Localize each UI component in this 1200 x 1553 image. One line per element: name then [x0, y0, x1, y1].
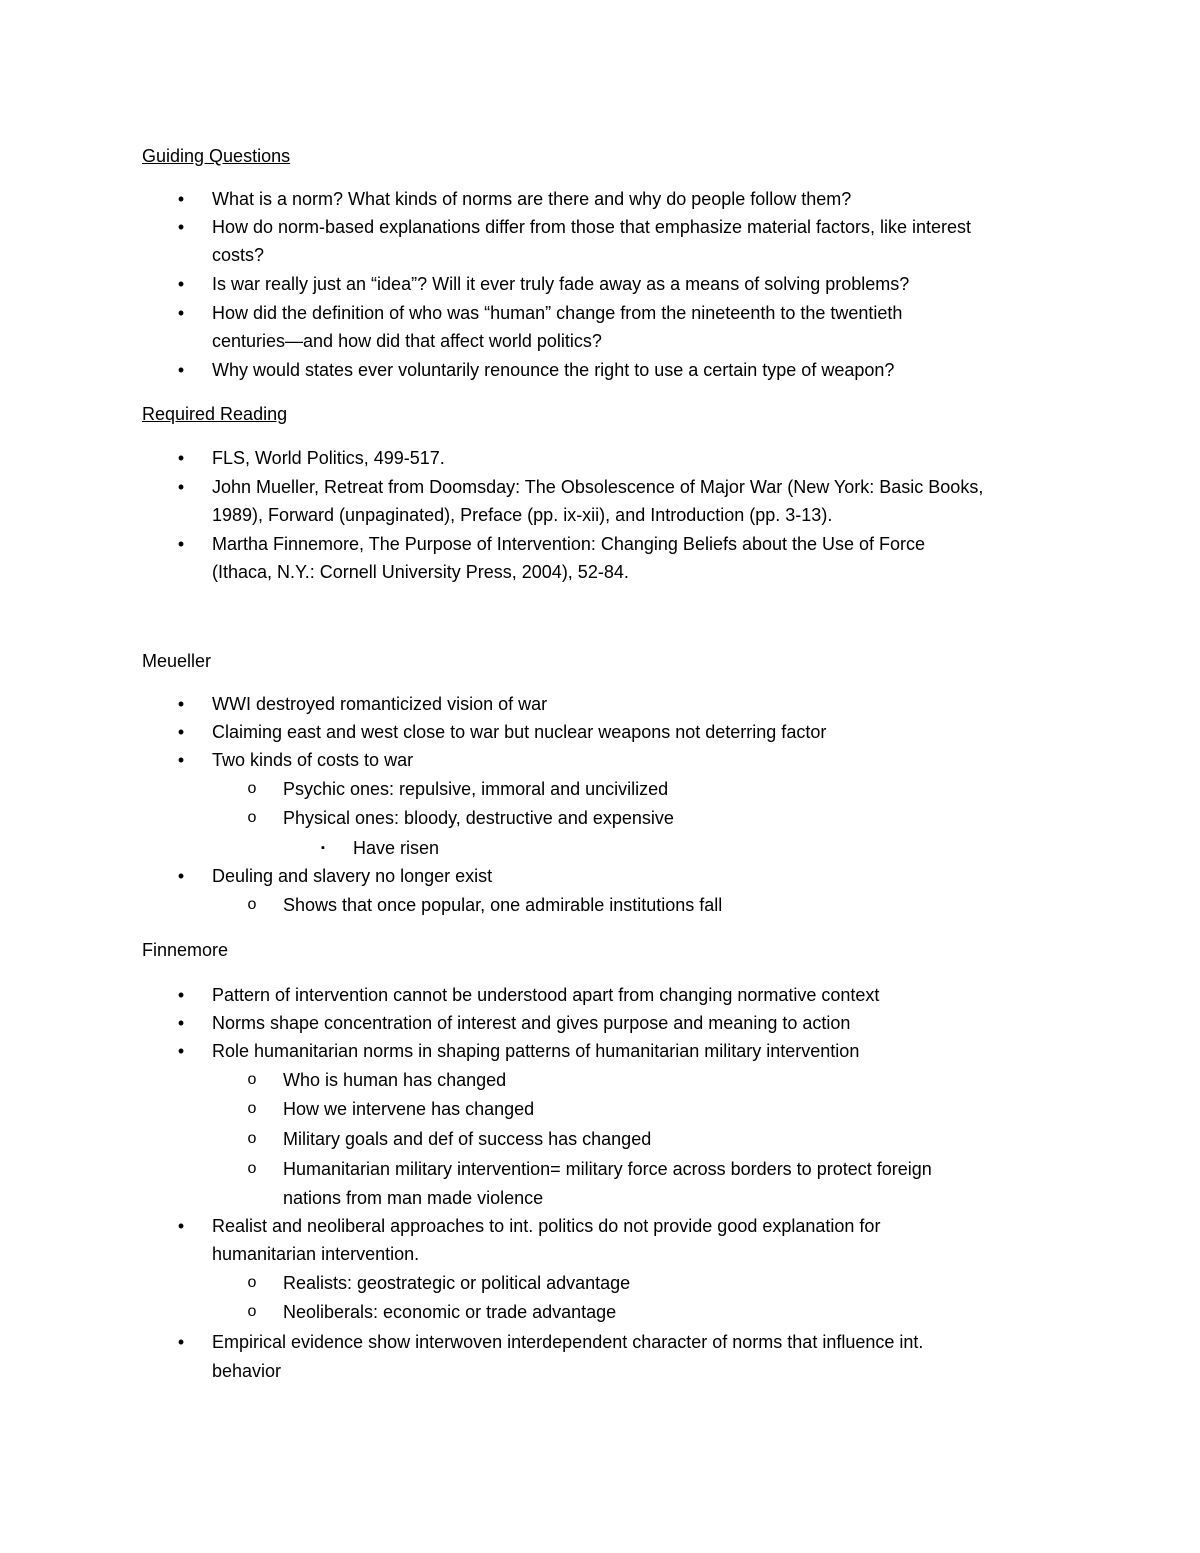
sub-bullet-icon: o — [247, 896, 257, 913]
sub-list-item: Military goals and def of success has changed — [283, 1129, 652, 1149]
sub-bullet-icon: o — [247, 1160, 257, 1177]
bullet-icon: • — [177, 1216, 185, 1236]
list-item: Is war really just an “idea”? Will it ever truly fade away as a means of solving problems? — [212, 274, 910, 294]
bullet-icon: • — [177, 866, 185, 886]
list-item-continuation: centuries—and how did that affect world politics? — [212, 331, 602, 351]
list-item: John Mueller, Retreat from Doomsday: The Obsolescence of Major War (New York: Basic Books, — [212, 477, 984, 497]
list-item: Two kinds of costs to war — [212, 750, 414, 770]
list-item: How do norm-based explanations differ from those that emphasize material factors, like interest — [212, 217, 972, 237]
list-item: How did the definition of who was “human” change from the nineteenth to the twentieth — [212, 303, 903, 323]
sub-bullet-icon: o — [247, 1071, 257, 1088]
sub-bullet-icon: o — [247, 1100, 257, 1117]
list-item: Role humanitarian norms in shaping patterns of humanitarian military intervention — [212, 1041, 860, 1061]
sub-bullet-icon: o — [247, 1303, 257, 1320]
list-item: What is a norm? What kinds of norms are there and why do people follow them? — [212, 189, 852, 209]
sub-bullet-icon: o — [247, 1274, 257, 1291]
sub-list-item: Realists: geostrategic or political advantage — [283, 1273, 631, 1293]
sub-bullet-icon: o — [247, 780, 257, 797]
list-item: FLS, World Politics, 499-517. — [212, 448, 445, 468]
bullet-icon: • — [177, 274, 185, 294]
list-item: Pattern of intervention cannot be understood apart from changing normative context — [212, 985, 880, 1005]
list-item-continuation: 1989), Forward (unpaginated), Preface (pp. ix-xii), and Introduction (pp. 3-13). — [212, 505, 833, 525]
bullet-icon: • — [177, 360, 185, 380]
bullet-icon: • — [177, 189, 185, 209]
bullet-icon: • — [177, 1013, 185, 1033]
sub-list-item: Physical ones: bloody, destructive and expensive — [283, 808, 674, 828]
list-item-continuation: behavior — [212, 1361, 282, 1381]
bullet-icon: • — [177, 1332, 185, 1352]
list-item: Realist and neoliberal approaches to int. politics do not provide good explanation for — [212, 1216, 881, 1236]
bullet-icon: • — [177, 217, 185, 237]
mueller-heading: Meueller — [142, 651, 212, 671]
list-item: WWI destroyed romanticized vision of war — [212, 694, 548, 714]
sub-sub-list-item: Have risen — [353, 838, 440, 858]
guiding-questions-heading: Guiding Questions — [142, 146, 291, 166]
bullet-icon: • — [177, 694, 185, 714]
list-item-continuation: (Ithaca, N.Y.: Cornell University Press, 2004), 52-84. — [212, 562, 629, 582]
sub-bullet-icon: o — [247, 809, 257, 826]
bullet-icon: • — [177, 750, 185, 770]
sub-list-item: Humanitarian military intervention= military force across borders to protect foreign — [283, 1159, 932, 1179]
sub-list-item: Shows that once popular, one admirable institutions fall — [283, 895, 723, 915]
list-item: Claiming east and west close to war but nuclear weapons not deterring factor — [212, 722, 827, 742]
list-item: Why would states ever voluntarily renounce the right to use a certain type of weapon? — [212, 360, 895, 380]
bullet-icon: • — [177, 303, 185, 323]
list-item: Martha Finnemore, The Purpose of Intervention: Changing Beliefs about the Use of Force — [212, 534, 926, 554]
sub-list-item: Neoliberals: economic or trade advantage — [283, 1302, 617, 1322]
bullet-icon: • — [177, 534, 185, 554]
bullet-icon: • — [177, 448, 185, 468]
sub-list-item: Who is human has changed — [283, 1070, 507, 1090]
bullet-icon: • — [177, 722, 185, 742]
list-item-continuation: humanitarian intervention. — [212, 1244, 420, 1264]
required-reading-heading: Required Reading — [142, 404, 288, 424]
square-bullet-icon: ▪ — [321, 842, 325, 854]
sub-list-item: Psychic ones: repulsive, immoral and uncivilized — [283, 779, 669, 799]
bullet-icon: • — [177, 1041, 185, 1061]
list-item: Deuling and slavery no longer exist — [212, 866, 493, 886]
bullet-icon: • — [177, 985, 185, 1005]
list-item: Empirical evidence show interwoven interdependent character of norms that influence int. — [212, 1332, 924, 1352]
sub-list-item: How we intervene has changed — [283, 1099, 535, 1119]
list-item-continuation: costs? — [212, 245, 265, 265]
finnemore-heading: Finnemore — [142, 940, 229, 960]
sub-bullet-icon: o — [247, 1130, 257, 1147]
list-item: Norms shape concentration of interest and gives purpose and meaning to action — [212, 1013, 851, 1033]
bullet-icon: • — [177, 477, 185, 497]
sub-list-item-continuation: nations from man made violence — [283, 1188, 544, 1208]
